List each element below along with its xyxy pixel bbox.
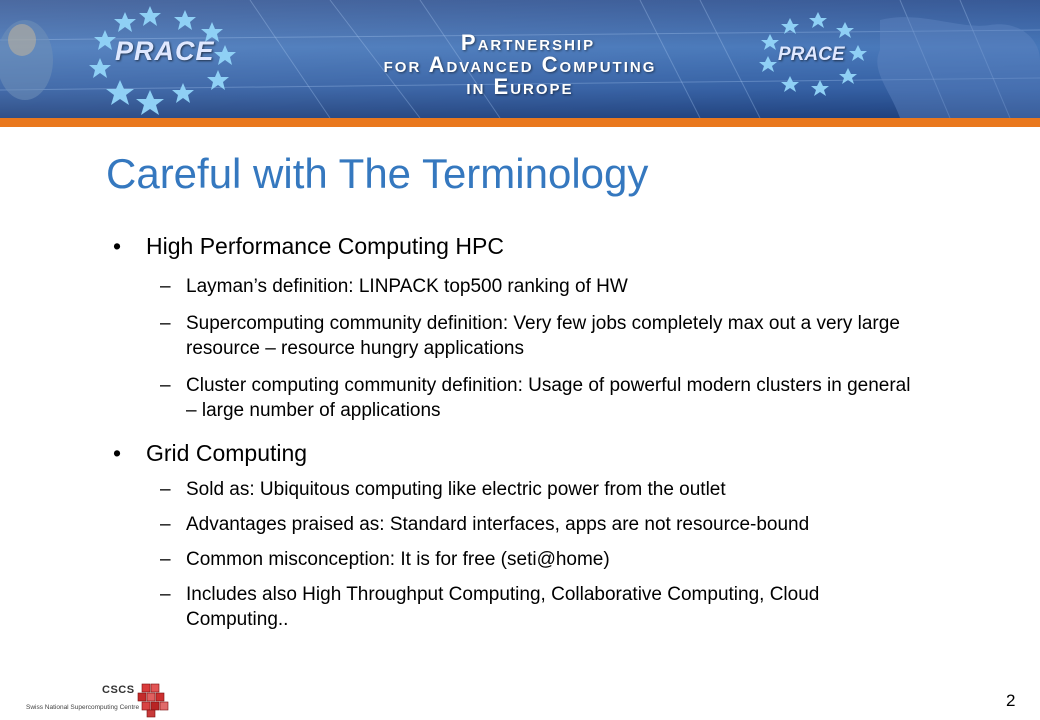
slide-title: Careful with The Terminology [106,150,649,197]
bullet-item [0,228,1040,264]
dash-icon: – [160,313,171,334]
page-number: 2 [1006,691,1016,710]
dash-icon: – [160,514,171,535]
sub-item [0,274,926,299]
sub-list [0,274,1040,423]
slide-content [0,228,1040,632]
sub-item-text: Sold as: Ubiquitous computing like electric power from the outlet [186,479,726,500]
banner-title-line3: in Europe [466,74,574,99]
cscs-logo-text: CSCS [102,684,135,696]
sub-item-text: Layman’s definition: LINPACK top500 ranking of HW [186,276,628,297]
bullet-dot-icon: • [113,440,122,466]
sub-item-text: Common misconception: It is for free (seti@home) [186,549,610,570]
section-grid [0,435,1040,632]
sub-item [0,582,926,632]
prace-logo-left: PRACE [115,36,215,66]
sub-item [0,311,926,361]
sub-item-text: Cluster computing community definition: Usage of powerful modern clusters in general – large number of applications [186,375,911,421]
accent-bar [0,118,1040,127]
sub-item-text: Includes also High Throughput Computing, Collaborative Computing, Cloud Computing.. [186,584,820,630]
prace-logo-right: PRACE [778,44,845,65]
cscs-cubes-icon [136,682,176,718]
sub-item [0,477,926,502]
header-banner [0,0,1040,118]
sub-list [0,477,1040,632]
dash-icon: – [160,276,171,297]
sub-item-text: Advantages praised as: Standard interfaces, apps are not resource-bound [186,514,810,535]
sub-item-text: Supercomputing community definition: Very few jobs completely max out a very large resource – resource hungry applications [186,313,900,359]
sub-item [0,373,926,423]
bullet-text: High Performance Computing HPC [146,233,504,259]
banner-title-line1: Partnership [460,30,596,55]
dash-icon: – [160,479,171,500]
bullet-dot-icon: • [113,233,122,259]
banner-title-line2: for Advanced Computing [383,52,657,77]
dash-icon: – [160,375,171,396]
cscs-logo-subtitle: Swiss National Supercomputing Centre [26,704,140,711]
dash-icon: – [160,584,171,605]
cscs-logo [18,682,178,718]
dash-icon: – [160,549,171,570]
bullet-text: Grid Computing [146,440,308,466]
section-hpc [0,228,1040,423]
sub-item [0,547,926,572]
sub-item [0,512,926,537]
bullet-item [0,435,1040,471]
